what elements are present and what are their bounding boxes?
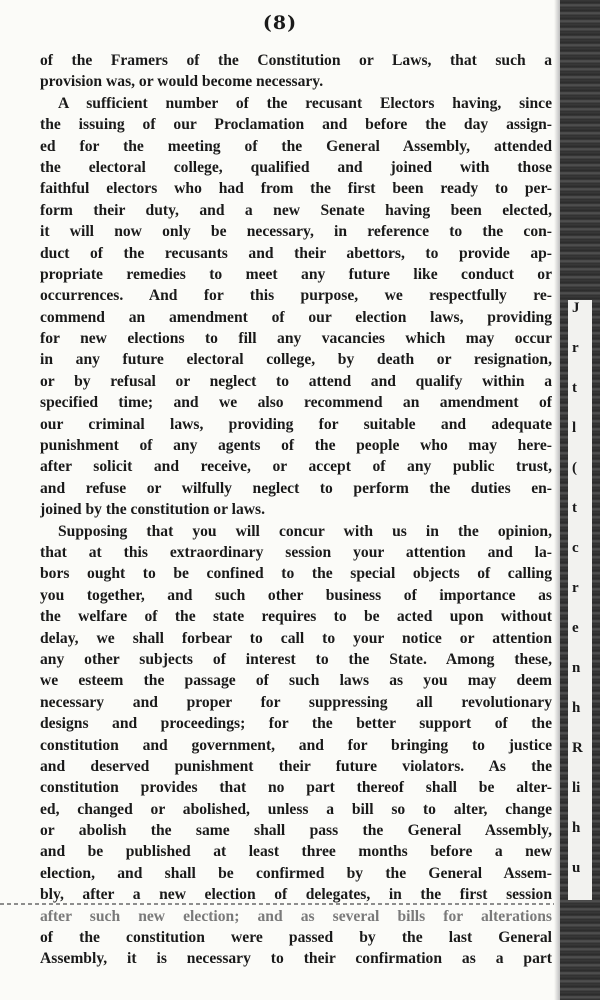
margin-letter: r — [572, 340, 579, 356]
margin-letter: t — [572, 500, 577, 516]
text-line: and refuse or wilfully neglect to perform the duties en- — [40, 479, 552, 497]
text-line: punishment of any agents of the people who may here- — [40, 437, 552, 455]
text-line: or by refusal or neglect to attend and qualify within a — [40, 372, 552, 390]
margin-letter: u — [572, 860, 581, 876]
fold-line — [0, 903, 560, 905]
text-line: the issuing of our Proclamation and before the day assign- — [40, 116, 552, 134]
text-line: it will now only be necessary, in reference to the con- — [40, 223, 552, 241]
text-line: or abolish the same shall pass the General Assembly, — [40, 822, 552, 840]
text-line: we esteem the passage of such laws as you may deem — [40, 672, 552, 690]
margin-letter: J — [572, 300, 580, 316]
text-line: ed, changed or abolished, unless a bill so to alter, change — [40, 800, 552, 818]
margin-letter: c — [572, 540, 579, 556]
text-line: our criminal laws, providing for suitable and adequate — [40, 415, 552, 433]
text-line: provision was, or would become necessary. — [40, 73, 324, 91]
text-line: and deserved punishment their future violators. As the — [40, 757, 552, 775]
text-line: election, and shall be confirmed by the General Assem- — [40, 864, 552, 882]
text-line: designs and proceedings; for the better support of the — [40, 715, 552, 733]
text-line: the electoral college, qualified and joined with those — [40, 158, 552, 176]
margin-letter: l — [572, 420, 577, 436]
text-line: joined by the constitution or laws. — [40, 501, 265, 519]
text-line: any other subjects of interest to the State. Among these, — [40, 650, 552, 668]
text-line: for new elections to fill any vacancies which may occur — [40, 330, 552, 348]
text-line: commend an amendment of our election laws, providing — [40, 308, 552, 326]
text-line: of the constitution were passed by the last General — [40, 929, 552, 947]
text-line: bors ought to be confined to the special objects of calling — [40, 565, 552, 583]
text-line: bly, after a new election of delegates, in the first session — [40, 886, 552, 904]
margin-letter: li — [572, 780, 581, 796]
text-line: that at this extraordinary session your attention and la- — [40, 543, 552, 561]
text-line: occurrences. And for this purpose, we respectfully re- — [40, 287, 552, 305]
text-line: duct of the recusants and their abettors, to provide ap- — [40, 244, 552, 262]
text-line: Assembly, it is necessary to their confirmation as a part — [40, 950, 552, 968]
text-line: and be published at least three months before a new — [40, 843, 552, 861]
text-line: after such new election; and as several bills for alterations — [40, 907, 552, 925]
text-line: the welfare of the state requires to be acted upon without — [40, 608, 552, 626]
text-line: delay, we shall forbear to call to your notice or attention — [40, 629, 552, 647]
text-line: you together, and such other business of importance as — [40, 586, 552, 604]
text-line: after solicit and receive, or accept of any public trust, — [40, 458, 552, 476]
text-line: of the Framers of the Constitution or Laws, that such a — [40, 52, 552, 69]
text-line: in any future electoral college, by death or resignation, — [40, 351, 552, 369]
text-line: form their duty, and a new Senate having been elected, — [40, 201, 552, 219]
text-line: necessary and proper for suppressing all revolutionary — [40, 693, 552, 711]
body-text — [40, 50, 552, 970]
text-line: specified time; and we also recommend an amendment of — [40, 394, 552, 412]
margin-letter: e — [572, 620, 579, 636]
text-line: Supposing that you will concur with us in the opinion, — [58, 522, 552, 540]
margin-letter: r — [572, 580, 579, 596]
text-line: A sufficient number of the recusant Electors having, since — [58, 94, 552, 112]
adjacent-page-fragment — [568, 300, 592, 900]
page-number: (8) — [262, 12, 298, 34]
text-line: constitution and government, and for bringing to justice — [40, 736, 552, 754]
margin-letter: t — [572, 380, 577, 396]
margin-letter: n — [572, 660, 581, 676]
margin-letter: R — [572, 740, 583, 756]
text-line: faithful electors who had from the first been ready to per- — [40, 180, 552, 198]
margin-letter: ( — [572, 460, 577, 476]
text-line: constitution provides that no part thereof shall be alter- — [40, 779, 552, 797]
margin-letter: h — [572, 700, 581, 716]
margin-letter: h — [572, 820, 581, 836]
text-line: propriate remedies to meet any future like conduct or — [40, 265, 552, 283]
text-line: ed for the meeting of the General Assembly, attended — [40, 137, 552, 155]
